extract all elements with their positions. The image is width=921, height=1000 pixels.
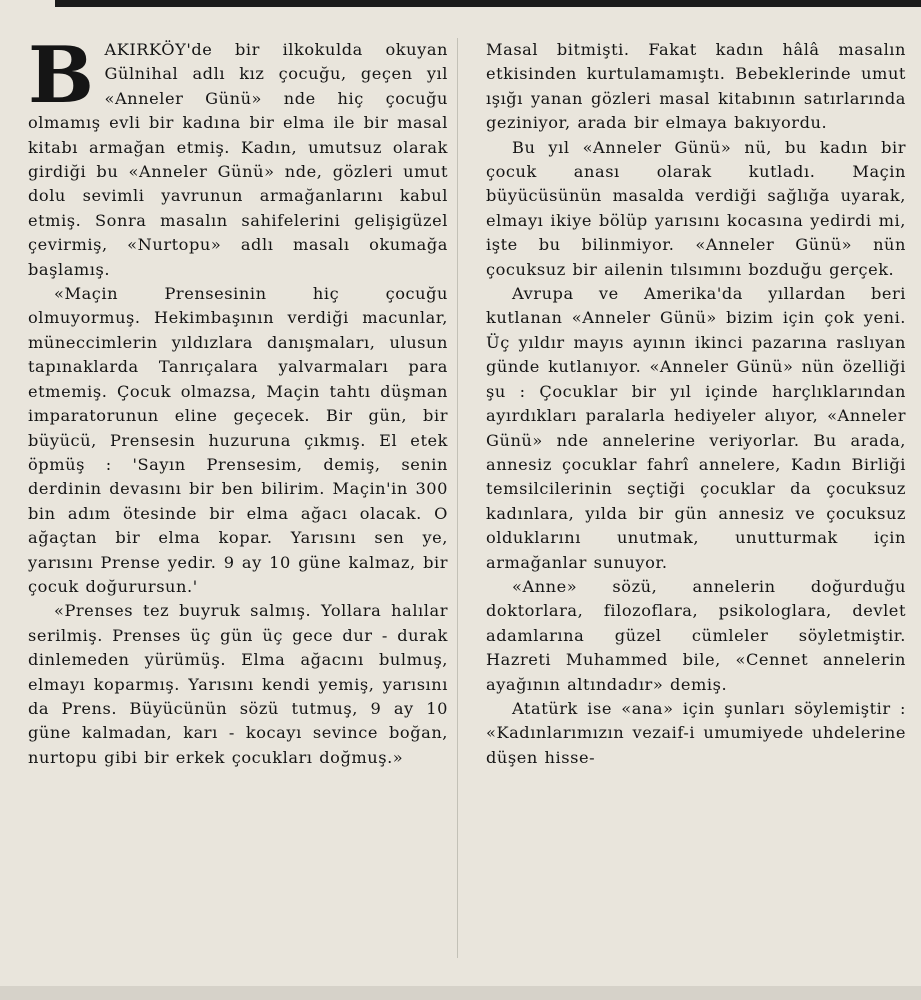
paragraph-8: Atatürk ise «ana» için şunları söylemiştir : «Kadınlarımızın vezaif-i umumiyede uhdelerine düşen hisse- [486,698,906,767]
column-divider [457,38,458,958]
paragraph-1 [28,30,448,282]
top-rule [55,0,921,7]
paragraph-4: Masal bitmişti. Fakat kadın hâlâ masalın etkisinden kurtulamamıştı. Bebeklerinde umut ışığı yanan gözleri masal kitabının satırlarında geziniyor, arada bir elmaya bakıyordu. [486,40,906,133]
article-page [28,30,908,978]
paragraph-6: Avrupa ve Amerika'da yıllardan beri kutlanan «Anneler Günü» bizim için çok yeni. Üç yıldır mayıs ayının ikinci pazarına raslıyan günde kutlanıyor. «Anneler Günü» nün özelliği şu : Çocuklar bir yıl içinde harçlıklarından ayırdıkları paralarla hediyeler alıyor, «Anneler Günü» nde annelerine veriyorlar. Bu arada, annesiz çocuklar fahrî annelere, Kadın Birliği temsilcilerinin seçtiği çocuklar da çocuksuz kadınlara, yılda bir gün annesiz ve çocuksuz olduklarını unutmak, unutturmak için armağanlar sunuyor. [486,284,906,572]
paragraph-7: «Anne» sözü, annelerin doğurduğu doktorlara, filozoflara, psikologlara, devlet adamlarına güzel cümleler söyletmiştir. Hazreti Muhammed bile, «Cennet annelerin ayağının altındadır» demiş. [486,576,906,694]
paragraph-5: Bu yıl «Anneler Günü» nü, bu kadın bir çocuk anası olarak kutladı. Maçin büyücüsünün masalda verdiği sağlığa uyarak, elmayı ikiye bölüp yarısını kocasına yedirdi mi, işte bu bilinmiyor. «Anneler Günü» nün çocuksuz bir ailenin tılsımını bozduğu gerçek. [486,137,906,279]
right-column [486,38,906,978]
bottom-edge [0,986,921,1000]
paragraph-1-text: AKIRKÖY'de bir ilkokulda okuyan Gülnihal adlı kız çocuğu, geçen yıl «Anneler Günü» nde hiç çocuğu olmamış evli bir kadına bir elma ile bir masal kitabı armağan etmiş. Kadın, umutsuz olarak girdiği bu «Anneler Günü» nde, gözleri umut dolu sevimli yavrunun armağanlarını kabul etmiş. Sonra masalın sahifelerini gelişigüzel çevirmiş, «Nurtopu» adlı masalı okumağa başlamış. [28,40,448,279]
paragraph-2: «Maçin Prensesinin hiç çocuğu olmuyormuş. Hekimbaşının verdiği macunlar, müneccimlerin yıldızlara danışmaları, ulusun tapınaklarda Tanrıçalara yalvarmaları para etmemiş. Çocuk olmazsa, Maçin tahtı düşman imparatorunun eline geçecek. Bir gün, bir büyücü, Prensesin huzuruna çıkmış. El etek öpmüş : 'Sayın Prensesim, demiş, senin derdinin devasını bir ben bilirim. Maçin'in 300 bin adım ötesinde bir elma ağacı olacak. O ağaçtan bir elma kopar. Yarısını sen ye, yarısını Prense yedir. 9 ay 10 güne kalmaz, bir çocuk doğurursun.' [28,284,448,596]
paragraph-3: «Prenses tez buyruk salmış. Yollara halılar serilmiş. Prenses üç gün üç gece dur - durak dinlemeden yürümüş. Elma ağacını bulmuş, elmayı koparmış. Yarısını kendi yemiş, yarısını da Prens. Büyücünün sözü tutmuş, 9 ay 10 güne kalmadan, karı - kocayı sevince boğan, nurtopu gibi bir erkek çocukları doğmuş.» [28,601,448,767]
drop-cap: B [28,30,95,121]
left-column [28,30,448,978]
